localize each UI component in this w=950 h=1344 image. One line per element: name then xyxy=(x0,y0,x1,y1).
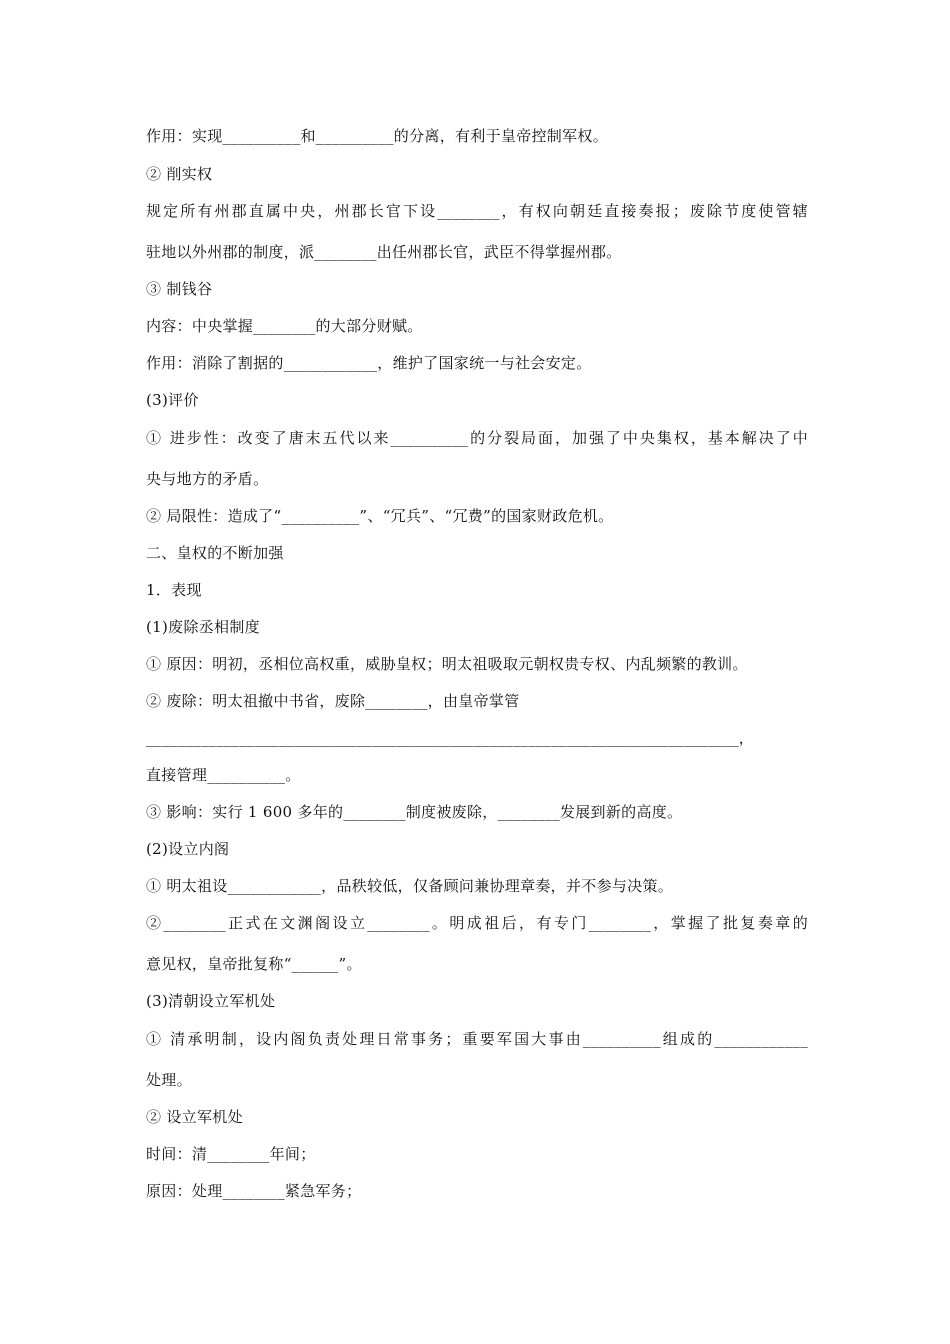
text-line: (3)评价 xyxy=(146,391,199,409)
text-line: 作用：实现__________和__________的分离，有利于皇帝控制军权。 xyxy=(146,127,609,145)
text-line: ②________正式在文渊阁设立________。明成祖后，有专门________，掌握了批复奏章的 xyxy=(146,914,808,932)
text-line: (2)设立内阁 xyxy=(146,840,230,858)
text-line: ③ 影响：实行 1 600 多年的________制度被废除，________发展到新的高度。 xyxy=(146,803,683,821)
text-line: (3)清朝设立军机处 xyxy=(146,992,276,1010)
text-line: ① 清承明制，设内阁负责处理日常事务；重要军国大事由__________组成的____________ xyxy=(146,1030,808,1048)
text-line: 作用：消除了割据的____________，维护了国家统一与社会安定。 xyxy=(146,354,592,372)
text-line: ③ 制钱谷 xyxy=(146,280,213,298)
text-line: 驻地以外州郡的制度，派________出任州郡长官，武臣不得掌握州郡。 xyxy=(146,243,622,261)
text-line: ① 进步性：改变了唐末五代以来__________的分裂局面，加强了中央集权，基本解决了中 xyxy=(146,429,808,447)
text-line: ② 废除：明太祖撤中书省，废除________，由皇帝掌管 xyxy=(146,692,520,710)
text-line: ② 局限性：造成了“__________”、“冗兵”、“冗费”的国家财政危机。 xyxy=(146,507,614,525)
text-line: (1)废除丞相制度 xyxy=(146,618,260,636)
text-line: ① 明太祖设____________，品秩较低，仅备顾问兼协理章奏，并不参与决策。 xyxy=(146,877,674,895)
text-line: 二、皇权的不断加强 xyxy=(146,544,284,562)
text-line: 直接管理__________。 xyxy=(146,766,301,784)
text-line: 意见权，皇帝批复称“______”。 xyxy=(146,955,362,973)
text-line: ① 原因：明初，丞相位高权重，威胁皇权；明太祖吸取元朝权贵专权、内乱频繁的教训。 xyxy=(146,655,748,673)
text-line: 规定所有州郡直属中央，州郡长官下设________，有权向朝廷直接奏报；废除节度使管辖 xyxy=(146,202,808,220)
text-line: 原因：处理________紧急军务； xyxy=(146,1182,362,1200)
text-line: 处理。 xyxy=(146,1071,192,1089)
text-line: ② 削实权 xyxy=(146,165,213,183)
text-line: 时间：清________年间； xyxy=(146,1145,316,1163)
text-line: ____________________________________________________________________________， xyxy=(146,729,755,747)
text-line: 1．表现 xyxy=(146,581,202,599)
text-line: 央与地方的矛盾。 xyxy=(146,470,269,488)
text-line: ② 设立军机处 xyxy=(146,1108,243,1126)
text-line: 内容：中央掌握________的大部分财赋。 xyxy=(146,317,423,335)
